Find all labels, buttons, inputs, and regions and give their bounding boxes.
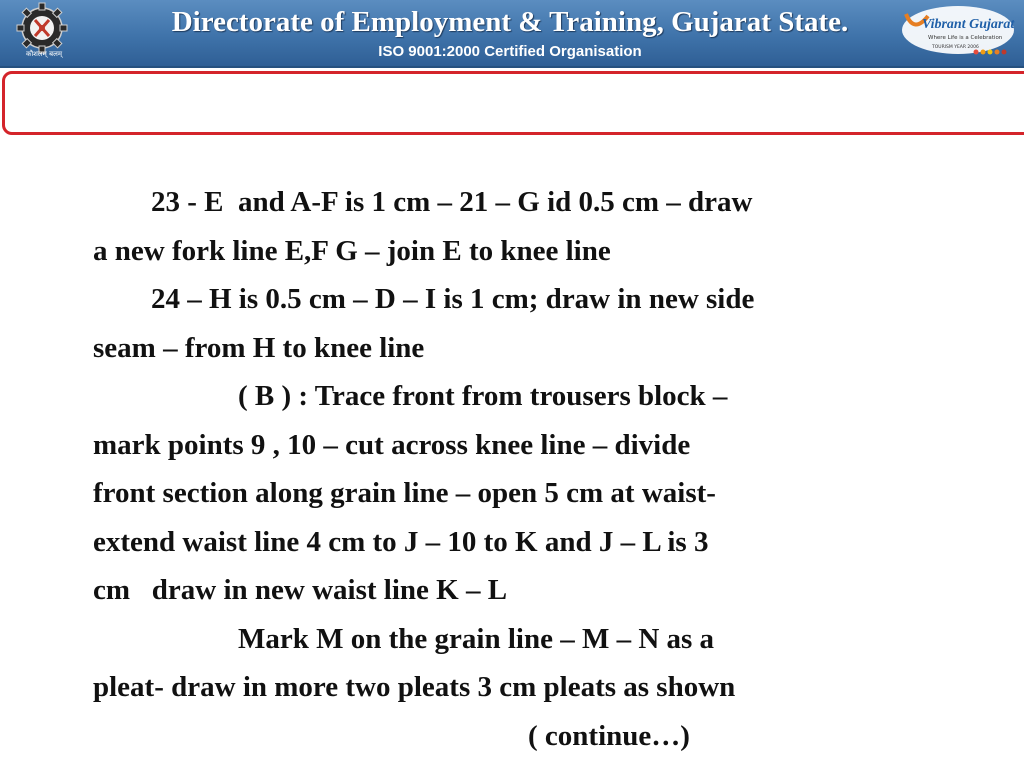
slide-body-text (93, 178, 993, 760)
body-line: Mark M on the grain line – M – N as a (93, 622, 715, 655)
page-title: Directorate of Employment & Training, Gujarat State. (171, 6, 849, 38)
logo-tagline-text: Where Life is a Celebration (928, 35, 1003, 41)
page-subtitle: ISO 9001:2000 Certified Organisation (378, 43, 642, 60)
body-line: cm draw in new waist line K – L (93, 574, 508, 606)
body-line: pleat- draw in more two pleats 3 cm pleats as shown (93, 671, 736, 703)
logo-year-text: TOURISM YEAR 2006 (932, 45, 979, 50)
body-line: ( B ) : Trace front from trousers block – (93, 380, 728, 412)
header-banner (0, 0, 1024, 68)
body-line: mark points 9 , 10 – cut across knee line – divide (93, 428, 691, 461)
vibrant-gujarat-logo (898, 4, 1018, 62)
logo-brand-text: Vibrant Gujarat (922, 17, 1015, 32)
body-line: 24 – H is 0.5 cm – D – I is 1 cm; draw in new side (93, 283, 755, 315)
body-line: extend waist line 4 cm to J – 10 to K and J – L is 3 (93, 525, 709, 558)
body-line: a new fork line E,F G – join E to knee line (93, 234, 611, 267)
emblem-caption: कौशलम् बलम् (25, 50, 63, 58)
body-line: 23 - E and A-F is 1 cm – 21 – G id 0.5 cm – draw (93, 186, 753, 218)
continue-note: ( continue…) (93, 719, 690, 752)
body-line: seam – from H to knee line (93, 331, 425, 364)
body-line: front section along grain line – open 5 cm at waist- (93, 477, 716, 509)
slide-title-box (2, 71, 1024, 135)
